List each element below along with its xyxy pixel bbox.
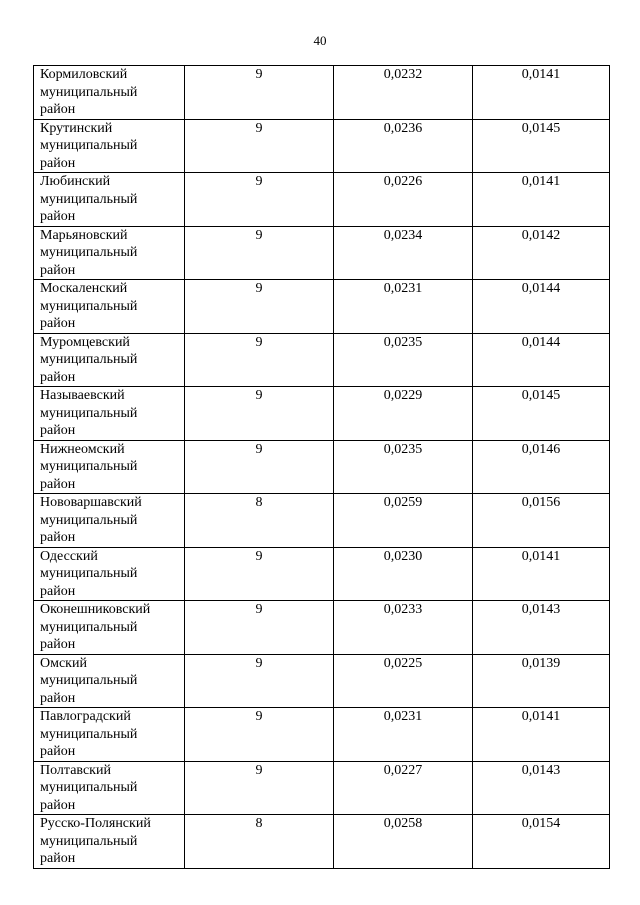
district-name-line: Полтавский: [40, 762, 111, 778]
district-name-line: муниципальный: [40, 726, 138, 742]
table-row: [34, 815, 610, 869]
district-name-line: Марьяновский: [40, 227, 128, 243]
district-name-line: муниципальный: [40, 352, 138, 367]
table-row: [34, 226, 610, 280]
value2-cell: 0,0141: [473, 173, 610, 227]
value2-cell: 0,0143: [473, 601, 610, 655]
district-name-line: район: [40, 797, 76, 813]
district-name-line: Москаленский: [40, 281, 128, 296]
district-name-cell: [34, 173, 185, 227]
count-cell: 9: [185, 66, 334, 120]
value1-cell: 0,0235: [334, 440, 473, 494]
district-name-line: район: [40, 583, 76, 599]
value2-cell: 0,0141: [473, 66, 610, 120]
value1-cell: 0,0259: [334, 494, 473, 548]
district-name-cell: [34, 333, 185, 387]
count-cell: 9: [185, 654, 334, 708]
district-name-line: Павлоградский: [40, 709, 131, 724]
value2-cell: 0,0141: [473, 708, 610, 762]
district-name-line: Любинский: [40, 174, 111, 189]
value1-cell: 0,0226: [334, 173, 473, 227]
district-name-line: район: [40, 851, 76, 866]
value2-cell: 0,0146: [473, 440, 610, 494]
district-name-line: муниципальный: [40, 512, 138, 528]
district-name-line: муниципальный: [40, 673, 138, 688]
district-name-cell: [34, 280, 185, 334]
table-row: [34, 280, 610, 334]
page-number: 40: [313, 33, 327, 48]
district-name-line: муниципальный: [40, 298, 138, 314]
district-name-line: район: [40, 530, 76, 545]
table-row: [34, 547, 610, 601]
district-name-line: Нововаршавский: [40, 495, 142, 510]
district-name-line: муниципальный: [40, 459, 138, 474]
district-name-cell: [34, 119, 185, 173]
district-name-line: район: [40, 262, 76, 278]
district-name-line: Называевский: [40, 388, 125, 403]
district-name-cell: [34, 494, 185, 548]
district-name-cell: [34, 654, 185, 708]
count-cell: 9: [185, 226, 334, 280]
value1-cell: 0,0233: [334, 601, 473, 655]
value1-cell: 0,0232: [334, 66, 473, 120]
count-cell: 9: [185, 601, 334, 655]
district-name-cell: [34, 66, 185, 120]
district-name-line: район: [40, 637, 76, 652]
table-row: [34, 494, 610, 548]
value2-cell: 0,0143: [473, 761, 610, 815]
district-name-line: муниципальный: [40, 405, 138, 421]
district-name-line: муниципальный: [40, 138, 138, 153]
district-name-line: район: [40, 744, 76, 759]
count-cell: 8: [185, 494, 334, 548]
district-name-line: Одесский: [40, 548, 98, 564]
count-cell: 9: [185, 333, 334, 387]
table-row: [34, 440, 610, 494]
count-cell: 9: [185, 761, 334, 815]
district-name-line: Оконешниковский: [40, 602, 151, 617]
value2-cell: 0,0156: [473, 494, 610, 548]
value1-cell: 0,0231: [334, 280, 473, 334]
district-name-cell: [34, 761, 185, 815]
value2-cell: 0,0145: [473, 119, 610, 173]
district-name-cell: [34, 708, 185, 762]
district-table: [33, 65, 610, 869]
district-name-line: Муромцевский: [40, 334, 130, 350]
value2-cell: 0,0141: [473, 547, 610, 601]
count-cell: 9: [185, 547, 334, 601]
district-name-line: муниципальный: [40, 191, 138, 207]
value1-cell: 0,0258: [334, 815, 473, 869]
value2-cell: 0,0144: [473, 280, 610, 334]
district-name-line: муниципальный: [40, 566, 138, 581]
value1-cell: 0,0227: [334, 761, 473, 815]
value2-cell: 0,0154: [473, 815, 610, 869]
table-row: [34, 119, 610, 173]
district-name-line: Омский: [40, 655, 87, 671]
district-name-cell: [34, 387, 185, 441]
district-name-line: муниципальный: [40, 619, 138, 635]
district-name-line: район: [40, 476, 76, 492]
count-cell: 9: [185, 173, 334, 227]
table-row: [34, 387, 610, 441]
value1-cell: 0,0234: [334, 226, 473, 280]
table-row: [34, 333, 610, 387]
table-row: [34, 654, 610, 708]
table-row: [34, 66, 610, 120]
table-row: [34, 173, 610, 227]
value1-cell: 0,0230: [334, 547, 473, 601]
count-cell: 9: [185, 440, 334, 494]
district-name-cell: [34, 601, 185, 655]
district-name-line: район: [40, 316, 76, 331]
table-body: [34, 66, 610, 869]
district-name-line: район: [40, 209, 76, 224]
district-name-line: район: [40, 102, 76, 117]
count-cell: 9: [185, 280, 334, 334]
district-name-line: муниципальный: [40, 833, 138, 849]
value2-cell: 0,0144: [473, 333, 610, 387]
value1-cell: 0,0225: [334, 654, 473, 708]
district-name-line: район: [40, 155, 76, 171]
district-name-line: район: [40, 690, 76, 706]
district-name-line: Нижнеомский: [40, 441, 125, 457]
count-cell: 9: [185, 119, 334, 173]
table-row: [34, 601, 610, 655]
district-name-line: муниципальный: [40, 84, 138, 100]
value2-cell: 0,0145: [473, 387, 610, 441]
district-name-line: муниципальный: [40, 780, 138, 795]
value1-cell: 0,0231: [334, 708, 473, 762]
district-name-cell: [34, 226, 185, 280]
count-cell: 9: [185, 387, 334, 441]
value2-cell: 0,0139: [473, 654, 610, 708]
table-row: [34, 708, 610, 762]
table-row: [34, 761, 610, 815]
district-name-cell: [34, 440, 185, 494]
district-name-line: район: [40, 369, 76, 385]
value2-cell: 0,0142: [473, 226, 610, 280]
value1-cell: 0,0229: [334, 387, 473, 441]
district-name-cell: [34, 815, 185, 869]
district-name-line: Кормиловский: [40, 67, 128, 82]
count-cell: 9: [185, 708, 334, 762]
value1-cell: 0,0236: [334, 119, 473, 173]
district-name-line: Русско-Полянский: [40, 816, 151, 831]
district-name-cell: [34, 547, 185, 601]
district-name-line: муниципальный: [40, 245, 138, 260]
district-name-line: район: [40, 423, 76, 438]
count-cell: 8: [185, 815, 334, 869]
district-name-line: Крутинский: [40, 120, 113, 136]
value1-cell: 0,0235: [334, 333, 473, 387]
